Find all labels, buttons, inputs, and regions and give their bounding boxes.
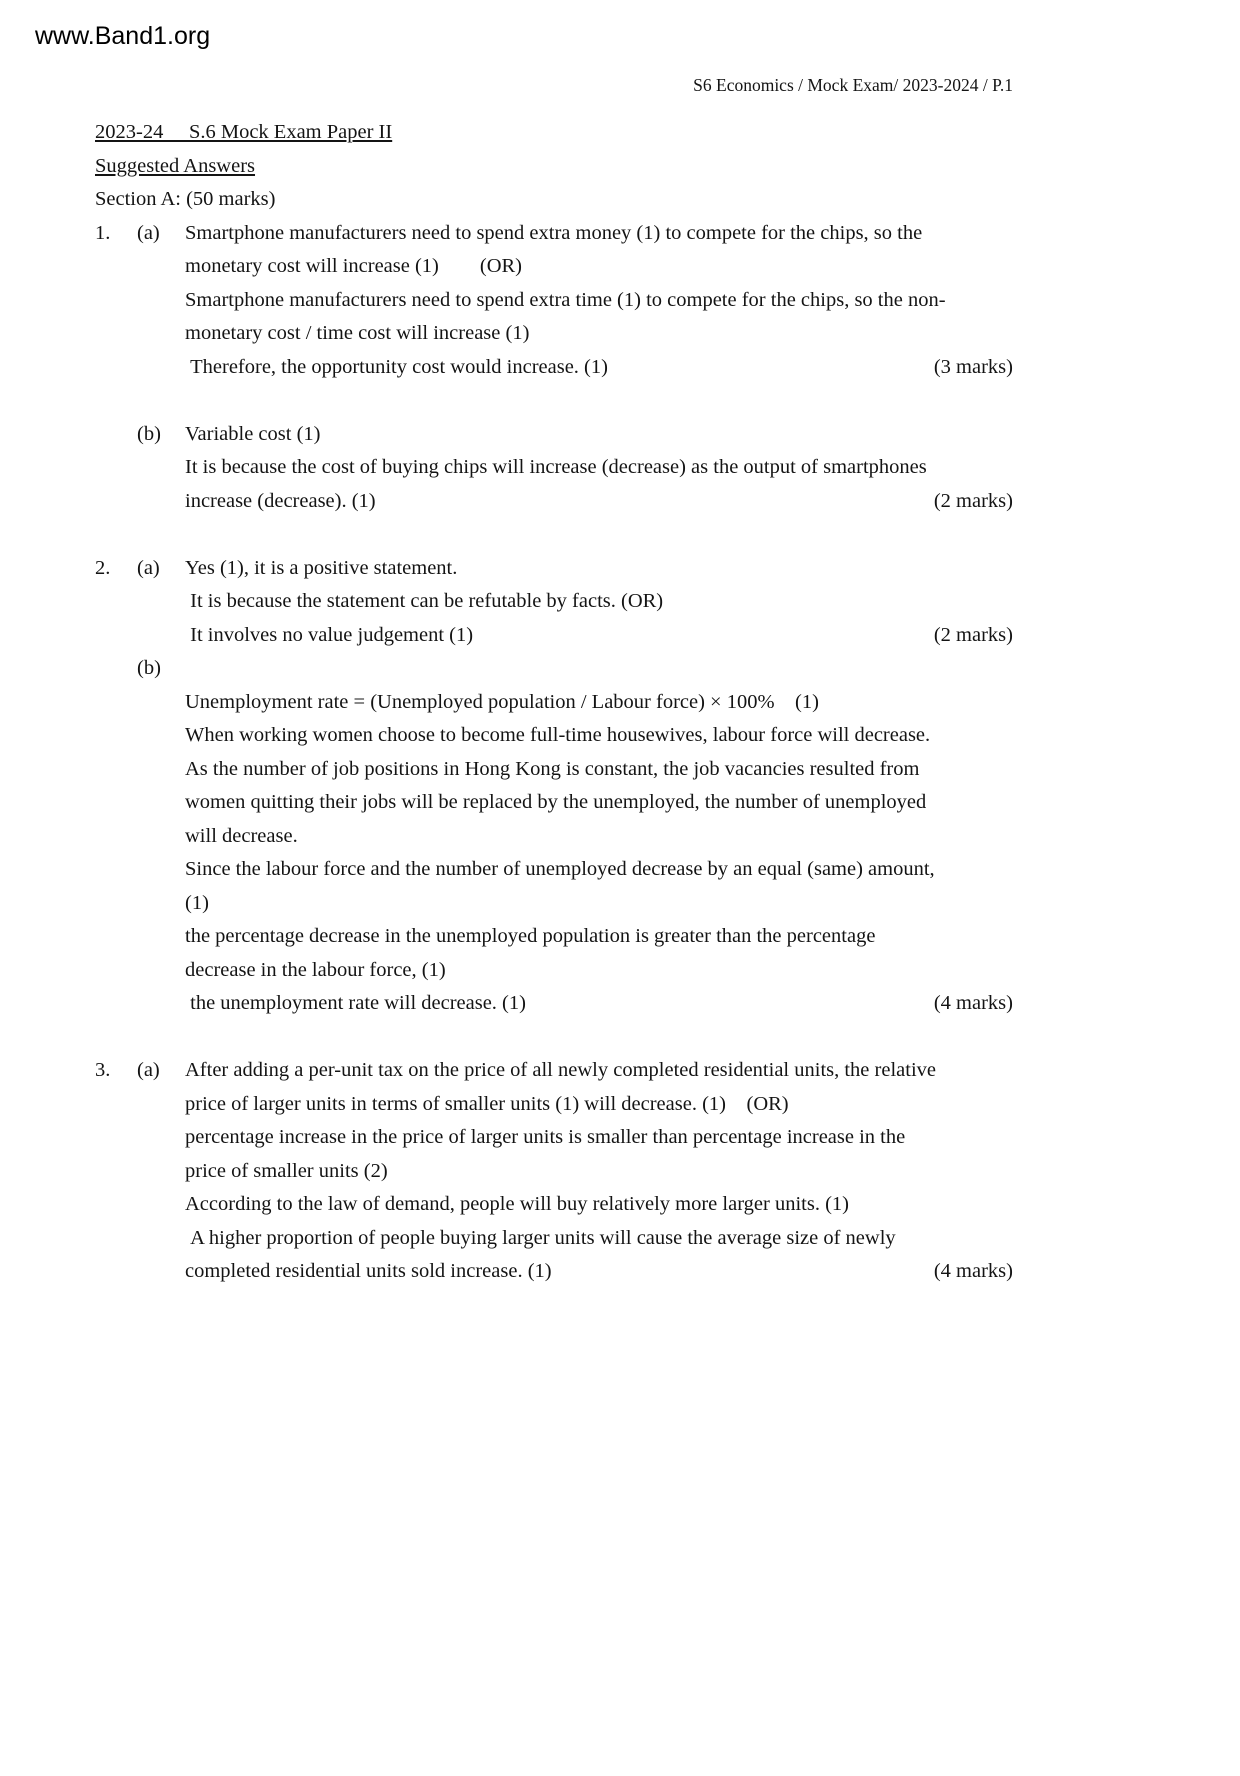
- suggested-answers-heading: [95, 150, 1013, 184]
- answer-line: [185, 552, 1013, 586]
- answer-text: completed residential units sold increase. (1): [185, 1260, 552, 1282]
- exam-title-text: 2023-24 S.6 Mock Exam Paper II: [95, 121, 393, 143]
- answer-text: According to the law of demand, people will buy relatively more larger units. (1): [185, 1193, 849, 1215]
- answer-line: [185, 284, 1013, 318]
- answer-line: [185, 1088, 1013, 1122]
- answer-text: percentage increase in the price of larger units is smaller than percentage increase in the: [185, 1126, 906, 1148]
- answer-text: monetary cost / time cost will increase (1): [185, 322, 530, 344]
- question-1: [95, 217, 1013, 519]
- marks-label: (2 marks): [933, 489, 1013, 512]
- answer-text: will decrease.: [185, 824, 298, 847]
- marks-label: (3 marks): [933, 355, 1013, 378]
- answer-text: As the number of job positions in Hong Kong is constant, the job vacancies resulted from: [185, 757, 920, 780]
- answer-lines: [185, 686, 1013, 1021]
- answer-line: [185, 317, 1013, 351]
- answer-text: price of smaller units (2): [185, 1159, 388, 1182]
- answer-line: [185, 1255, 1013, 1289]
- answer-text: women quitting their jobs will be replaced by the unemployed, the number of unemployed: [185, 791, 927, 813]
- question-2-part-b: [95, 652, 1013, 1021]
- answer-text: the percentage decrease in the unemployed population is greater than the percentage: [185, 925, 876, 947]
- answer-line: [185, 351, 1013, 385]
- answer-text: (1): [185, 891, 209, 914]
- part-label: (a): [137, 221, 160, 244]
- answer-text: Smartphone manufacturers need to spend extra money (1) to compete for the chips, so the: [185, 221, 923, 244]
- question-number: 3.: [95, 1059, 111, 1081]
- suggested-answers-text: Suggested Answers: [95, 154, 256, 177]
- answer-text: Unemployment rate = (Unemployed population / Labour force) × 100% (1): [185, 690, 819, 713]
- answer-line: [185, 1121, 1013, 1155]
- answer-text: It is because the cost of buying chips will increase (decrease) as the output of smartphones: [185, 456, 927, 478]
- answer-text: Since the labour force and the number of unemployed decrease by an equal (same) amount,: [185, 858, 935, 880]
- answer-text: It is because the statement can be refutable by facts. (OR): [185, 590, 664, 612]
- answer-line: [185, 217, 1013, 251]
- site-watermark: www.Band1.org: [35, 22, 211, 50]
- answer-line: [185, 987, 1013, 1021]
- answer-line: [185, 1188, 1013, 1222]
- answer-line: [185, 418, 1013, 452]
- answer-lines: [185, 1054, 1013, 1289]
- answer-text: After adding a per-unit tax on the price of all newly completed residential units, the relative: [185, 1059, 936, 1081]
- answer-line: [185, 485, 1013, 519]
- answer-line: [185, 1054, 1013, 1088]
- question-number: [95, 652, 137, 686]
- answer-text: monetary cost will increase (1) (OR): [185, 255, 523, 277]
- part-label: (a): [137, 1059, 160, 1081]
- marks-label: (4 marks): [933, 992, 1013, 1014]
- question-2: [95, 552, 1013, 1021]
- answer-text: price of larger units in terms of smaller units (1) will decrease. (1) (OR): [185, 1092, 789, 1115]
- part-label: (a): [137, 556, 160, 579]
- question-1-part-a: [95, 217, 1013, 385]
- answer-line: [185, 1155, 1013, 1189]
- question-number: 1.: [95, 221, 111, 244]
- answer-line: [185, 451, 1013, 485]
- part-label: (b): [137, 422, 161, 445]
- part-label: (b): [137, 657, 161, 679]
- answer-text: Yes (1), it is a positive statement.: [185, 556, 458, 579]
- question-1-part-b: [95, 418, 1013, 519]
- question-2-part-a: [95, 552, 1013, 653]
- answer-line: [185, 786, 1013, 820]
- answer-line: [185, 585, 1013, 619]
- marks-label: (2 marks): [933, 623, 1013, 646]
- answer-line: [185, 1222, 1013, 1256]
- blank-line: [95, 384, 1013, 418]
- answer-text: decrease in the labour force, (1): [185, 958, 446, 981]
- answer-lines: [185, 217, 1013, 385]
- answer-text: Therefore, the opportunity cost would increase. (1): [185, 355, 608, 378]
- answer-text: Smartphone manufacturers need to spend extra time (1) to compete for the chips, so the non-: [185, 288, 946, 311]
- page-reference: S6 Economics / Mock Exam/ 2023-2024 / P.1: [693, 75, 1013, 95]
- answer-line: [185, 753, 1013, 787]
- question-3: [95, 1054, 1013, 1289]
- document-body: [95, 116, 1013, 1289]
- answer-line: [185, 686, 1013, 720]
- blank-line: [95, 1021, 1013, 1055]
- question-number: [95, 418, 137, 519]
- answer-lines: [185, 418, 1013, 519]
- answer-line: [185, 619, 1013, 653]
- answer-line: [185, 920, 1013, 954]
- answer-text: the unemployment rate will decrease. (1): [185, 992, 526, 1014]
- answer-text: It involves no value judgement (1): [185, 623, 474, 646]
- section-heading: Section A: (50 marks): [95, 188, 276, 210]
- answer-text: When working women choose to become full-time housewives, labour force will decrease.: [185, 724, 931, 746]
- answer-line: [185, 820, 1013, 854]
- answer-line: [185, 853, 1013, 887]
- answer-text: Variable cost (1): [185, 422, 321, 445]
- exam-title: [95, 116, 1013, 150]
- answer-text: increase (decrease). (1): [185, 489, 376, 512]
- answer-lines: [185, 552, 1013, 653]
- answer-line: [185, 954, 1013, 988]
- question-3-part-a: [95, 1054, 1013, 1289]
- answer-line: [185, 719, 1013, 753]
- blank-line: [95, 518, 1013, 552]
- answer-line: [185, 887, 1013, 921]
- marks-label: (4 marks): [933, 1260, 1013, 1282]
- answer-text: A higher proportion of people buying larger units will cause the average size of newly: [185, 1226, 896, 1249]
- answer-line: [185, 250, 1013, 284]
- question-number: 2.: [95, 556, 111, 579]
